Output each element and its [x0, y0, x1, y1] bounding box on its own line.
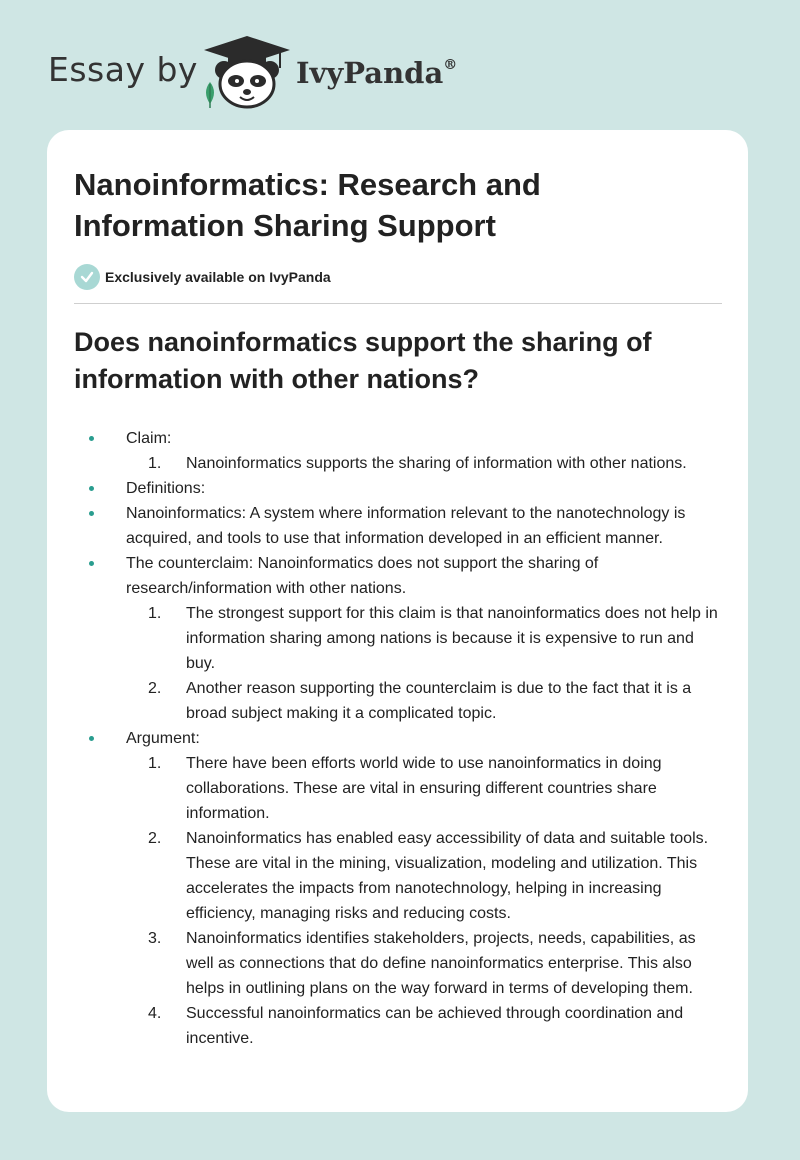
badge-text: Exclusively available on IvyPanda: [105, 269, 331, 285]
registered-mark: ®: [443, 57, 458, 73]
section-heading: Does nanoinformatics support the sharing of information with other nations?: [74, 327, 652, 394]
numbered-item: [74, 826, 722, 926]
item-text: Nanoinformatics identifies stakeholders, projects, needs, capabilities, as well as connections that do define nanoinformatics enterprise. This also helps in outlining plans on the way forward in terms of developing them.: [186, 930, 696, 997]
item-number: 1.: [148, 605, 162, 622]
item-text: Another reason supporting the counterclaim is due to the fact that it is a broad subject making it a complicated topic.: [186, 680, 692, 722]
outline-item: Claim:: [74, 426, 722, 451]
essay-by-label: Essay by: [48, 50, 198, 89]
outline-item: Definitions:: [74, 476, 722, 501]
item-number: 4.: [148, 1005, 162, 1022]
outline-item: Nanoinformatics: A system where information relevant to the nanotechnology is acquired, and tools to use that information developed in an efficient manner.: [74, 501, 722, 551]
panda-logo-icon[interactable]: [200, 34, 295, 110]
outline-item: Argument:: [74, 726, 722, 751]
item-text: Successful nanoinformatics can be achieved through coordination and incentive.: [186, 1005, 684, 1047]
site-header: [0, 0, 800, 120]
item-text: There have been efforts world wide to use nanoinformatics in doing collaborations. These are vital in ensuring different countries share information.: [186, 755, 662, 822]
check-icon: [74, 264, 100, 290]
numbered-item: [74, 926, 722, 1001]
item-number: 3.: [148, 930, 162, 947]
item-number: 2.: [148, 830, 162, 847]
numbered-item: [74, 1001, 722, 1051]
item-number: 2.: [148, 680, 162, 697]
exclusive-badge: [74, 264, 331, 290]
numbered-item: [74, 751, 722, 826]
brand-name[interactable]: [296, 56, 457, 90]
item-number: 1.: [148, 455, 162, 472]
item-text: Nanoinformatics supports the sharing of information with other nations.: [186, 455, 687, 472]
item-number: 1.: [148, 755, 162, 772]
numbered-item: [74, 451, 722, 476]
numbered-item: [74, 601, 722, 676]
divider: [74, 303, 722, 304]
essay-card: [47, 130, 748, 1112]
page-title: Nanoinformatics: Research and Information Sharing Support: [74, 167, 541, 243]
outline-item: The counterclaim: Nanoinformatics does not support the sharing of research/information with other nations.: [74, 551, 722, 601]
brand-text: IvyPanda: [296, 56, 444, 90]
numbered-item: [74, 676, 722, 726]
item-text: The strongest support for this claim is that nanoinformatics does not help in information sharing among nations is because it is expensive to run and buy.: [186, 605, 718, 672]
item-text: Nanoinformatics has enabled easy accessibility of data and suitable tools. These are vital in the mining, visualization, modeling and utilization. This accelerates the impacts from nanotechnology, helping in increasing efficiency, managing risks and reducing costs.: [186, 830, 709, 922]
outline-list: [74, 426, 722, 1051]
